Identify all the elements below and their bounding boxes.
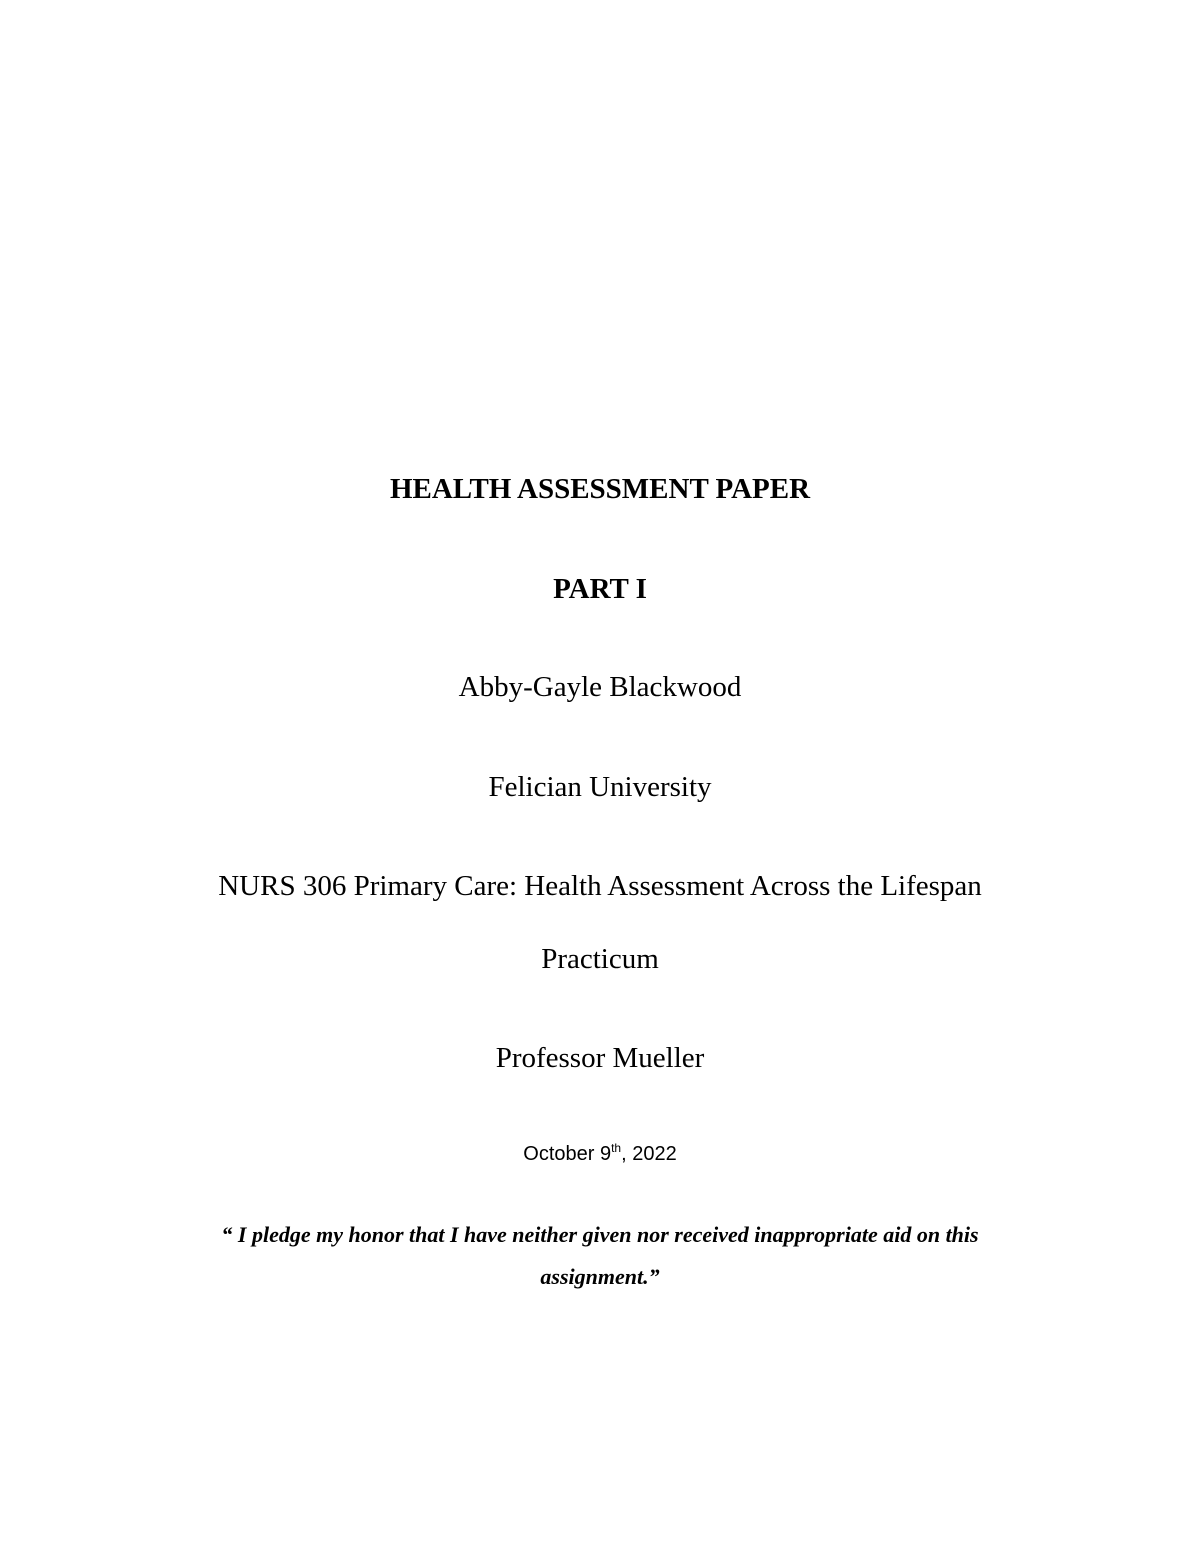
- honor-pledge-line-2: assignment.”: [540, 1264, 660, 1289]
- professor-name: Professor Mueller: [495, 1042, 705, 1074]
- date-ordinal-suffix: th: [611, 1141, 622, 1155]
- date-month-day: October 9: [523, 1143, 612, 1165]
- course-title-line-1: NURS 306 Primary Care: Health Assessment Across the Lifespan: [218, 870, 982, 902]
- institution-name: Felician University: [488, 771, 712, 803]
- honor-pledge-line-1: “ I pledge my honor that I have neither given nor received inappropriate aid on this: [221, 1222, 979, 1247]
- date-year: , 2022: [621, 1143, 677, 1165]
- paper-part: PART I: [553, 573, 647, 605]
- course-title-line-2: Practicum: [541, 943, 659, 975]
- paper-title: HEALTH ASSESSMENT PAPER: [389, 473, 811, 505]
- author-name: Abby-Gayle Blackwood: [458, 671, 742, 703]
- submission-date: [0, 1140, 1200, 1168]
